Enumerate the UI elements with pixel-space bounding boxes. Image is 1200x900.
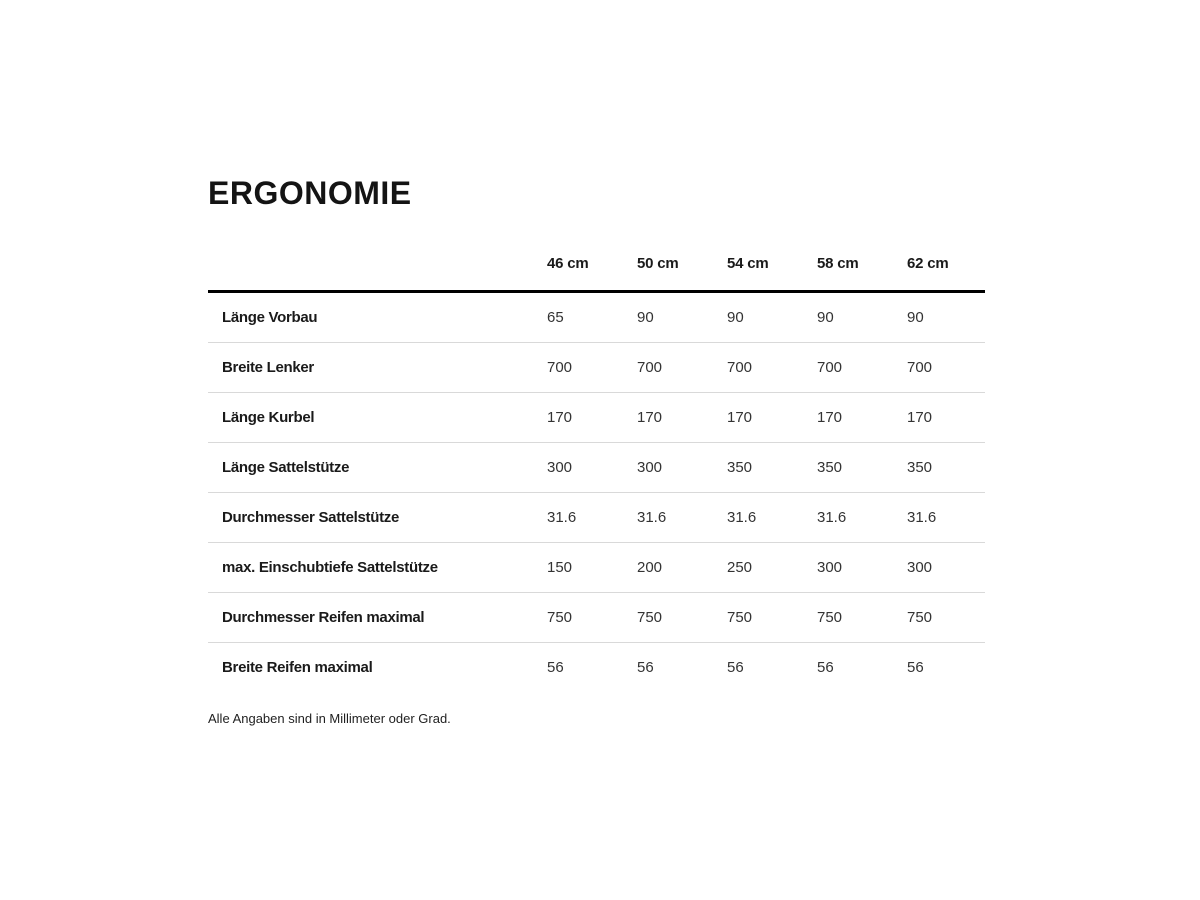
row-label: max. Einschubtiefe Sattelstütze <box>222 559 438 576</box>
row-value: 170 <box>817 409 843 426</box>
row-value: 31.6 <box>637 509 667 526</box>
column-header: 46 cm <box>547 255 589 272</box>
row-value: 65 <box>547 309 564 326</box>
row-value: 90 <box>817 309 834 326</box>
row-label: Breite Reifen maximal <box>222 659 373 676</box>
row-value: 350 <box>817 459 843 476</box>
table-header-row <box>208 254 985 293</box>
row-value: 300 <box>907 559 933 576</box>
units-footnote: Alle Angaben sind in Millimeter oder Grad. <box>208 711 451 726</box>
row-label: Durchmesser Reifen maximal <box>222 609 425 626</box>
table-row <box>208 643 985 692</box>
column-header: 62 cm <box>907 255 949 272</box>
row-value: 700 <box>907 359 933 376</box>
row-value: 170 <box>907 409 933 426</box>
row-value: 700 <box>817 359 843 376</box>
row-value: 31.6 <box>547 509 577 526</box>
row-value: 350 <box>907 459 933 476</box>
table-body <box>208 293 985 692</box>
table-row <box>208 443 985 493</box>
row-label: Länge Kurbel <box>222 409 315 426</box>
row-value: 90 <box>907 309 924 326</box>
page-title: ERGONOMIE <box>208 175 412 211</box>
ergonomics-table <box>208 254 985 692</box>
row-value: 90 <box>637 309 654 326</box>
row-value: 170 <box>637 409 663 426</box>
row-value: 750 <box>727 609 753 626</box>
row-value: 750 <box>907 609 933 626</box>
row-value: 31.6 <box>727 509 757 526</box>
row-value: 56 <box>727 659 744 676</box>
row-label: Breite Lenker <box>222 359 314 376</box>
table-row <box>208 593 985 643</box>
row-value: 31.6 <box>907 509 937 526</box>
row-value: 56 <box>637 659 654 676</box>
row-value: 90 <box>727 309 744 326</box>
table-row <box>208 393 985 443</box>
row-value: 31.6 <box>817 509 847 526</box>
table-row <box>208 343 985 393</box>
row-label: Länge Sattelstütze <box>222 459 350 476</box>
row-label: Durchmesser Sattelstütze <box>222 509 400 526</box>
row-value: 750 <box>817 609 843 626</box>
row-value: 750 <box>637 609 663 626</box>
row-value: 700 <box>637 359 663 376</box>
column-header: 50 cm <box>637 255 679 272</box>
row-value: 200 <box>637 559 663 576</box>
page <box>208 0 985 726</box>
row-value: 56 <box>817 659 834 676</box>
row-value: 700 <box>547 359 573 376</box>
row-value: 56 <box>907 659 924 676</box>
row-value: 300 <box>637 459 663 476</box>
row-value: 150 <box>547 559 573 576</box>
column-header: 54 cm <box>727 255 769 272</box>
row-value: 170 <box>727 409 753 426</box>
row-value: 350 <box>727 459 753 476</box>
row-value: 300 <box>547 459 573 476</box>
row-value: 700 <box>727 359 753 376</box>
row-value: 56 <box>547 659 564 676</box>
row-value: 750 <box>547 609 573 626</box>
column-header: 58 cm <box>817 255 859 272</box>
table-row <box>208 493 985 543</box>
table-row <box>208 293 985 343</box>
row-value: 250 <box>727 559 753 576</box>
row-value: 170 <box>547 409 573 426</box>
row-value: 300 <box>817 559 843 576</box>
row-label: Länge Vorbau <box>222 309 318 326</box>
table-row <box>208 543 985 593</box>
